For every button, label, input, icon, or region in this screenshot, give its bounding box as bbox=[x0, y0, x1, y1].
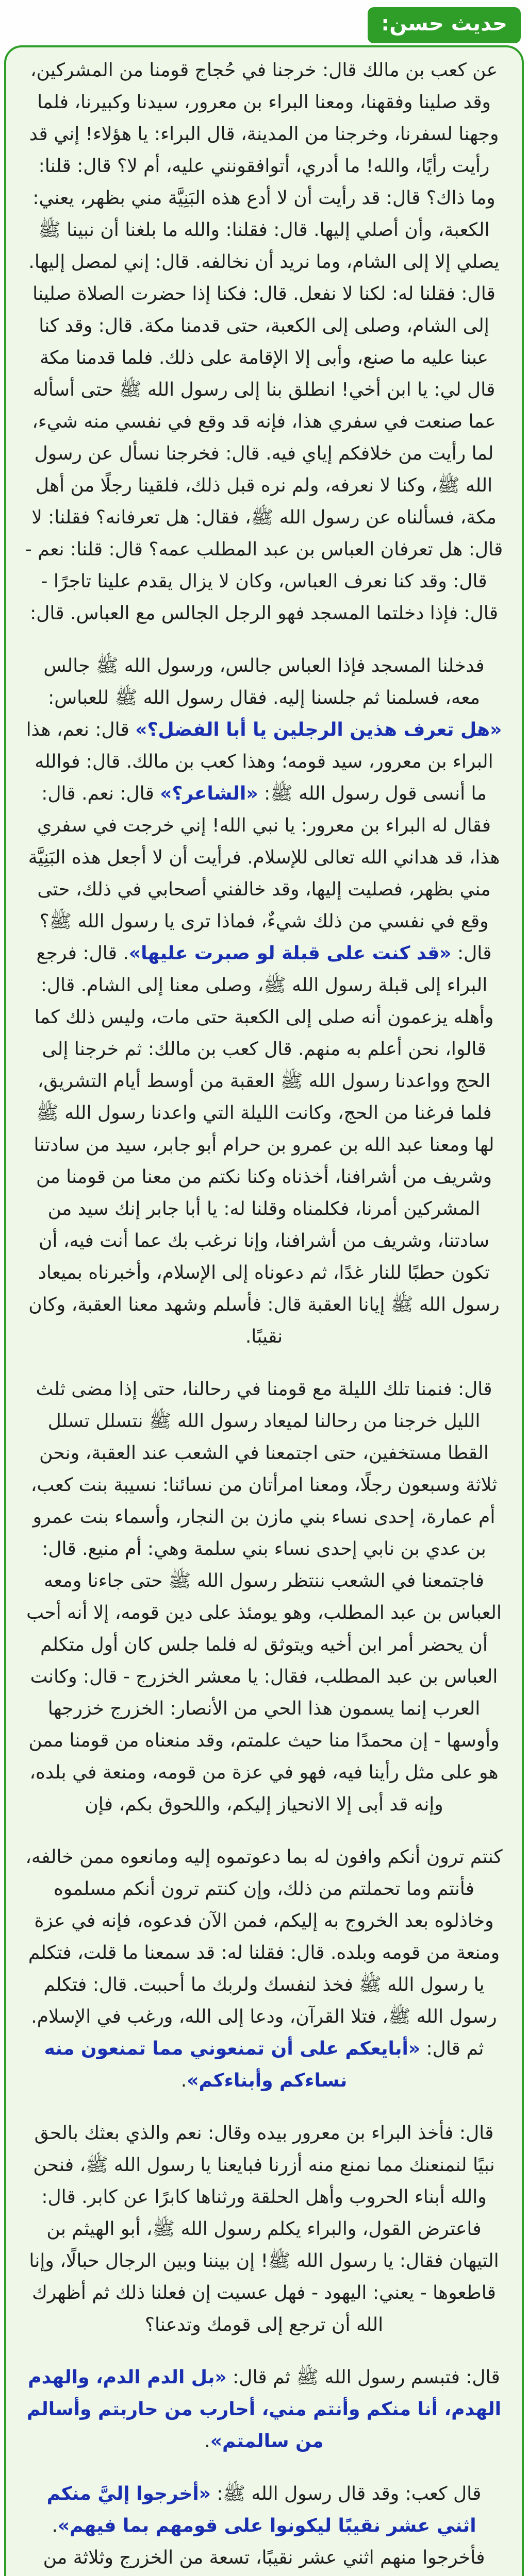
narration-text: قال: فتبسم رسول الله ﷺ ثم قال: bbox=[226, 2367, 500, 2388]
narration-text: قال: فأخذ البراء بن معرور بيده وقال: نعم والذي بعثك بالحق نبيًا لنمنعنك مما نمنع منه أزرنا فبايعنا يا رسول الله ﷺ، فنحن والله أبناء الحروب وأهل الحلقة ورثناها كابرًا عن كابر. قال: فاعترض القول، والبراء يكلم رسول الله ﷺ، أبو الهيثم بن التيهان فقال: يا رسول الله ﷺ! إن بيننا وبين الرجال حبالًا، وإنا قاطعوها - يعني: اليهود - فهل عسيت إن فعلنا ذلك ثم أظهرك الله أن ترجع إلى قومك وتدعنا؟ bbox=[23, 2123, 499, 2335]
header-bar bbox=[0, 0, 528, 45]
prophet-quote: «الشاعر؟» bbox=[160, 783, 258, 804]
prophet-quote: «هل تعرف هذين الرجلين يا أبا الفضل؟» bbox=[135, 719, 502, 740]
prophet-quote: «أخرجوا إليَّ منكم اثني عشر نقيبًا ليكونوا على قومهم بما فيهم» bbox=[40, 2483, 476, 2536]
narration-text: قال: نعم، هذا البراء بن معرور، سيد قومه؛ وهذا كعب بن مالك. قال: فوالله ما أنسى قول رسول الله ﷺ: bbox=[20, 719, 493, 804]
prophet-quote: «قد كنت على قبلة لو صبرت عليها» bbox=[128, 943, 452, 964]
hadith-paragraph bbox=[20, 1374, 503, 1821]
narration-text: فدخلنا المسجد فإذا العباس جالس، ورسول الله ﷺ جالس معه، فسلمنا ثم جلسنا إليه. فقال رسول الله ﷺ للعباس: bbox=[37, 655, 485, 708]
hadith-paragraph bbox=[20, 650, 503, 1353]
hadith-text-box bbox=[4, 45, 524, 2576]
narration-text: . فأخرجوا منهم اثني عشر نقيبًا، تسعة من الخزرج وثلاثة من bbox=[43, 2515, 485, 2568]
prophet-quote: «بل الدم الدم، والهدم الهدم، أنا منكم وأنتم مني، أحارب من حاربتم وأسالم من سالمتم» bbox=[20, 2367, 501, 2452]
hadith-paragraph bbox=[25, 2478, 503, 2576]
hadith-paragraph bbox=[25, 2117, 503, 2341]
narration-text: . قال: فرجع البراء إلى قبلة رسول الله ﷺ، وصلى معنا إلى الشام. قال: وأهله يزعمون أنه صلى إلى الكعبة حتى مات، وليس ذلك كما قالوا، نحن أعلم به منهم. قال كعب بن مالك: ثم خرجنا إلى الحج وواعدنا رسول الله ﷺ العقبة من أوسط أيام التشريق، فلما فرغنا من الحج، وكانت الليلة التي واعدنا رسول الله ﷺ لها ومعنا عبد الله بن عمرو بن حرام أبو جابر، سيد من سادتنا وشريف من أشرافنا، أخذناه وكنا نكتم من معنا من قومنا من المشركين أمرنا، فكلمناه وقلنا له: يا أبا جابر إنك سيد من سادتنا، وشريف من أشرافنا، وإنا نرغب بك عما أنت فيه، أن تكون حطبًا للنار غدًا، ثم دعوناه إلى الإسلام، وأخبرناه بميعاد رسول الله ﷺ إيانا العقبة قال: فأسلم وشهد معنا العقبة، وكان نقيبًا. bbox=[22, 943, 500, 1347]
narration-text: كنتم ترون أنكم وافون له بما دعوتموه إليه ومانعوه ممن خالفه، فأنتم وما تحملتم من ذلك، وإن كنتم ترون أنكم مسلموه وخاذلوه بعد الخروج به إليكم، فمن الآن فدعوه، فإنه في عزة ومنعة من قومه وبلده. قال: فقلنا له: قد سمعنا ما قلت، فتكلم يا رسول الله ﷺ فخذ لنفسك ولربك ما أحببت. قال: فتكلم رسول الله ﷺ، فتلا القرآن، ودعا إلى الله، ورغب في الإسلام. ثم قال: bbox=[19, 1846, 503, 2059]
narration-text: قال كعب: وقد قال رسول الله ﷺ: bbox=[210, 2483, 482, 2504]
hadith-grade-heading: حديث حسن: bbox=[368, 7, 521, 43]
hadith-paragraph bbox=[19, 1841, 503, 2097]
prophet-quote: «أبايعكم على أن تمنعوني مما تمنعون منه نساءكم وأبناءكم» bbox=[38, 2038, 421, 2091]
narration-text: قال: فنمنا تلك الليلة مع قومنا في رحالنا، حتى إذا مضى ثلث الليل خرجنا من رحالنا لميعاد رسول الله ﷺ نتسلل تسلل القطا مستخفين، حتى اجتمعنا في الشعب عند العقبة، ونحن ثلاثة وسبعون رجلًا، ومعنا امرأتان من نسائنا: نسيبة بنت كعب، أم عمارة، إحدى نساء بني مازن بن النجار، وأسماء بنت عمرو بن عدي بن نابي إحدى نساء بني سلمة وهي: أم منيع. قال: فاجتمعنا في الشعب ننتظر رسول الله ﷺ حتى جاءنا ومعه العباس بن عبد المطلب، وهو يومئذ على دين قومه، إلا أنه أحب أن يحضر أمر ابن أخيه ويتوثق له فلما جلس كان أول متكلم العباس بن عبد المطلب، فقال: يا معشر الخزرج - قال: وكانت العرب إنما يسمون هذا الحي من الأنصار: الخزرج خزرجها وأوسها - إن محمدًا منا حيث علمتم، وقد منعناه من قومنا ممن هو على مثل رأينا فيه، فهو في عزة من قومه، ومنعة في بلده، وإنه قد أبى إلا الانحياز إليكم، واللحوق بكم، فإن bbox=[20, 1379, 502, 1815]
hadith-paragraph bbox=[19, 55, 503, 630]
narration-text: . bbox=[204, 2431, 210, 2452]
hadith-paragraph bbox=[20, 2362, 503, 2458]
narration-text: . bbox=[180, 2070, 187, 2091]
narration-text: قال: نعم. قال: فقال له البراء بن معرور: يا نبي الله! إني خرجت في سفري هذا، قد هداني الله تعالى للإسلام. فرأيت أن لا أجعل هذه البَنِيَّة مني بظهر، فصليت إليها، وقد خالفني أصحابي في ذلك، حتى وقع في نفسي من ذلك شيءٌ، فماذا ترى يا رسول الله ﷺ؟ قال: bbox=[22, 783, 500, 964]
narration-text: عن كعب بن مالك قال: خرجنا في حُجاج قومنا من المشركين، وقد صلينا وفقهنا، ومعنا البراء بن معرور، سيدنا وكبيرنا، فلما وجهنا لسفرنا، وخرجنا من المدينة، قال البراء: يا هؤلاء! إني قد رأيت رأيًا، والله! ما أدري، أتوافقونني عليه، أم لا؟ قال: قلنا: وما ذاك؟ قال: قد رأيت أن لا أدع هذه البَنِيَّة مني بظهر، يعني: الكعبة، وأن أصلي إليها. قال: فقلنا: والله ما بلغنا أن نبينا ﷺ يصلي إلا إلى الشام، وما نريد أن نخالفه. قال: إني لمصل إليها. قال: فقلنا له: لكنا لا نفعل. قال: فكنا إذا حضرت الصلاة صلينا إلى الشام، وصلى إلى الكعبة، حتى قدمنا مكة. قال: وقد كنا عبنا عليه ما صنع، وأبى إلا الإقامة على ذلك. فلما قدمنا مكة قال لي: يا ابن أخي! انطلق بنا إلى رسول الله ﷺ حتى أسأله عما صنعت في سفري هذا، فإنه قد وقع في نفسي منه شيء، لما رأيت من خلافكم إياي فيه. قال: فخرجنا نسأل عن رسول الله ﷺ، وكنا لا نعرفه، ولم نره قبل ذلك، فلقينا رجلًا من أهل مكة، فسألناه عن رسول الله ﷺ، فقال: هل تعرفانه؟ فقلنا: لا قال: هل تعرفان العباس بن عبد المطلب عمه؟ قال: قلنا: نعم - قال: وقد كنا نعرف العباس، وكان لا يزال يقدم علينا تاجرًا - قال: فإذا دخلتما المسجد فهو الرجل الجالس مع العباس. قال: bbox=[19, 60, 503, 624]
